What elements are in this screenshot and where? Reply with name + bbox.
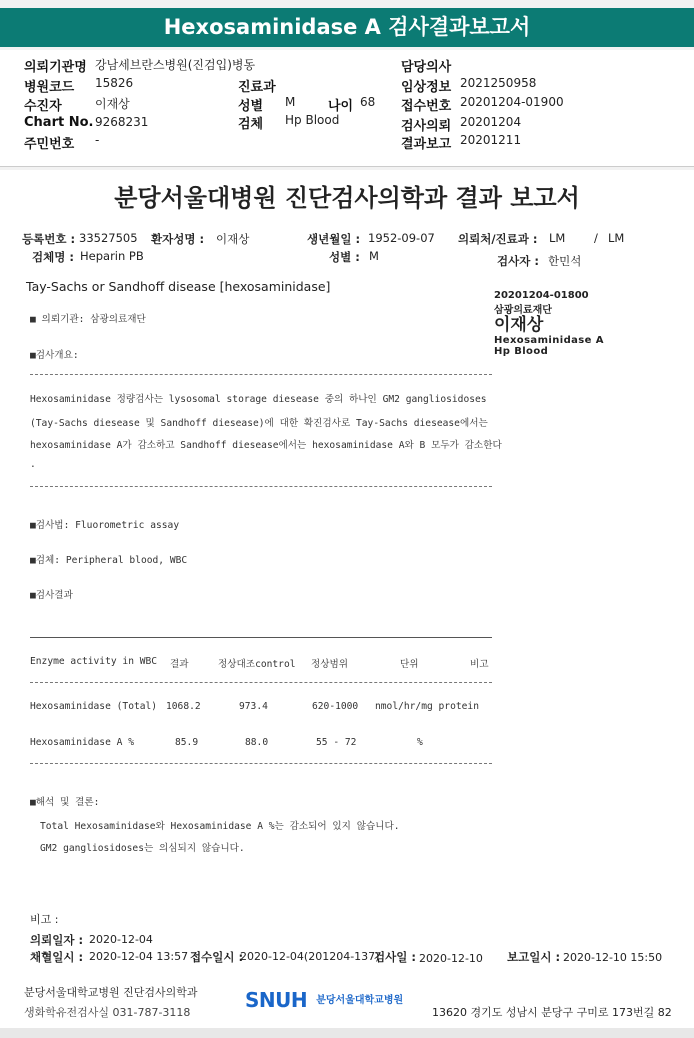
- stamp-name: 이재상: [494, 315, 544, 335]
- chart-value: 9268231: [95, 115, 149, 129]
- overview-heading: ■검사개요:: [30, 350, 79, 361]
- table-top-rule: [30, 637, 492, 638]
- reg-no-value: 33527505: [79, 231, 138, 245]
- snuh-logo-korean: 분당서울대학교병원: [316, 995, 404, 1006]
- table-cell: Hexosaminidase A %: [30, 737, 134, 748]
- stamp-lab: 삼광의료재단: [494, 305, 552, 316]
- footer-dept: 분당서울대학교병원 진단검사의학과: [24, 986, 198, 999]
- report-date-label: 보고일시 :: [507, 950, 561, 964]
- receive-value: 2020-12-04(201204-137): [240, 950, 380, 963]
- tester-label: 검사자 :: [497, 254, 539, 268]
- table-cell: 88.0: [245, 737, 269, 748]
- request-date-label: 의뢰일자 :: [30, 933, 84, 947]
- accession-value: 20201204-01900: [460, 95, 564, 109]
- interp-line: GM2 gangliosidoses는 의심되지 않습니다.: [40, 843, 245, 854]
- overview-line: Hexosaminidase 정량검사는 lysosomal storage diesease 중의 하나인 GM2 gangliosidoses: [30, 394, 487, 405]
- referrer-value: LM: [549, 231, 566, 245]
- accession-label: 접수번호: [401, 99, 452, 114]
- patient-name-label: 환자성명 :: [151, 232, 205, 246]
- footer-address: 13620 경기도 성남시 분당구 구미로 173번길 82: [432, 1006, 672, 1019]
- report-banner: Hexosaminidase A 검사결과보고서: [0, 8, 694, 47]
- stamp-specimen: Hp Blood: [494, 346, 549, 357]
- attending-label: 담당의사: [401, 60, 452, 75]
- report-page: [0, 170, 694, 1028]
- specimen-label: 검체: [238, 117, 264, 132]
- age-label: 나이: [328, 99, 354, 114]
- sex-value: M: [285, 95, 296, 109]
- dept-label: 진료과: [238, 80, 276, 95]
- specimen-name-value: Heparin PB: [80, 249, 144, 263]
- clinical-value: 2021250958: [460, 76, 537, 90]
- table-cell: %: [417, 737, 423, 748]
- test-date-label: 검사일 :: [374, 950, 416, 964]
- note-label: 비고 :: [30, 913, 59, 926]
- method-line: ■검사법: Fluorometric assay: [30, 520, 180, 531]
- divider: [30, 682, 492, 683]
- table-header: 단위: [400, 659, 419, 670]
- chart-label: Chart No.: [24, 115, 94, 130]
- referrer-label: 의뢰처/진료과 :: [458, 232, 538, 246]
- rrn-value: -: [95, 133, 100, 147]
- stamp-accession: 20201204-01800: [494, 290, 589, 301]
- stamp-test: Hexosaminidase A: [494, 335, 604, 346]
- table-cell: nmol/hr/mg protein: [375, 701, 479, 712]
- request-value: 20201204: [460, 115, 522, 129]
- report-label: 결과보고: [401, 137, 452, 152]
- collect-value: 2020-12-04 13:57: [89, 950, 189, 963]
- referrer-sep: /: [594, 231, 598, 245]
- request-date-value: 2020-12-04: [89, 933, 153, 946]
- req-inst-label: 의뢰기관명: [24, 60, 87, 75]
- overview-line: (Tay-Sachs diesease 및 Sandhoff diesease)에 대한 확진검사로 Tay-Sachs diesease에서는: [30, 418, 488, 429]
- sex-label: 성별: [238, 99, 264, 114]
- specimen-line: ■검체: Peripheral blood, WBC: [30, 555, 188, 566]
- footer-phone: 생화학유전검사실 031-787-3118: [24, 1006, 191, 1019]
- patient-value: 이재상: [95, 97, 130, 111]
- divider: [30, 374, 492, 375]
- collect-label: 채혈일시 :: [30, 950, 84, 964]
- test-date-value: 2020-12-10: [419, 952, 483, 965]
- tester-value: 한민석: [548, 254, 582, 268]
- snuh-logo-text: SNUH: [245, 988, 308, 1012]
- test-title: Tay-Sachs or Sandhoff disease [hexosaminidase]: [26, 279, 331, 294]
- table-header: 결과: [170, 659, 189, 670]
- table-cell: Hexosaminidase (Total): [30, 701, 158, 712]
- header-info: [0, 50, 694, 167]
- hosp-code-label: 병원코드: [24, 80, 75, 95]
- bottom-bar: [0, 1028, 694, 1038]
- receive-label: 접수일시 :: [190, 950, 244, 964]
- table-cell: 55 - 72: [316, 737, 357, 748]
- table-header: 비고: [470, 659, 489, 670]
- divider: [30, 486, 492, 487]
- reg-no-label: 등록번호 :: [22, 232, 76, 246]
- overview-line: .: [30, 459, 36, 470]
- interp-line: Total Hexosaminidase와 Hexosaminidase A %는 감소되어 있지 않습니다.: [40, 821, 400, 832]
- interp-heading: ■해석 및 결론:: [30, 797, 100, 808]
- report-title: 분당서울대병원 진단검사의학과 결과 보고서: [114, 184, 580, 212]
- clinical-label: 임상정보: [401, 80, 452, 95]
- table-header: 정상범위: [311, 659, 349, 670]
- dob-value: 1952-09-07: [368, 231, 435, 245]
- overview-line: hexosaminidase A가 감소하고 Sandhoff diesease에서는 hexosaminidase A와 B 모두가 감소한다: [30, 440, 502, 451]
- snuh-logo: [245, 988, 403, 1012]
- results-heading: ■검사결과: [30, 590, 73, 601]
- report-value: 20201211: [460, 133, 522, 147]
- table-header: 정상대조control: [218, 659, 296, 670]
- table-cell: 85.9: [175, 737, 199, 748]
- age-value: 68: [360, 95, 376, 109]
- specimen-name-label: 검체명 :: [32, 250, 74, 264]
- report-sex-value: M: [369, 249, 379, 263]
- table-cell: 620-1000: [312, 701, 359, 712]
- req-inst-value: 강남세브란스병원(진검입)병동: [95, 58, 256, 72]
- specimen-value: Hp Blood: [285, 113, 340, 127]
- report-date-value: 2020-12-10 15:50: [563, 951, 663, 964]
- hosp-code-value: 15826: [95, 76, 134, 90]
- report-sex-label: 성별 :: [329, 250, 360, 264]
- institution-line: ■ 의뢰기관: 삼광의료재단: [30, 314, 146, 325]
- dob-label: 생년월일 :: [307, 232, 361, 246]
- table-cell: 973.4: [239, 701, 268, 712]
- rrn-label: 주민번호: [24, 137, 75, 152]
- patient-label: 수진자: [24, 99, 62, 114]
- patient-name-value: 이재상: [216, 232, 250, 246]
- specimen-stamp: [494, 290, 604, 357]
- divider: [30, 763, 492, 764]
- table-header: Enzyme activity in WBC: [30, 656, 158, 667]
- referrer-dept-value: LM: [608, 231, 625, 245]
- table-cell: 1068.2: [166, 701, 201, 712]
- request-label: 검사의뢰: [401, 119, 452, 134]
